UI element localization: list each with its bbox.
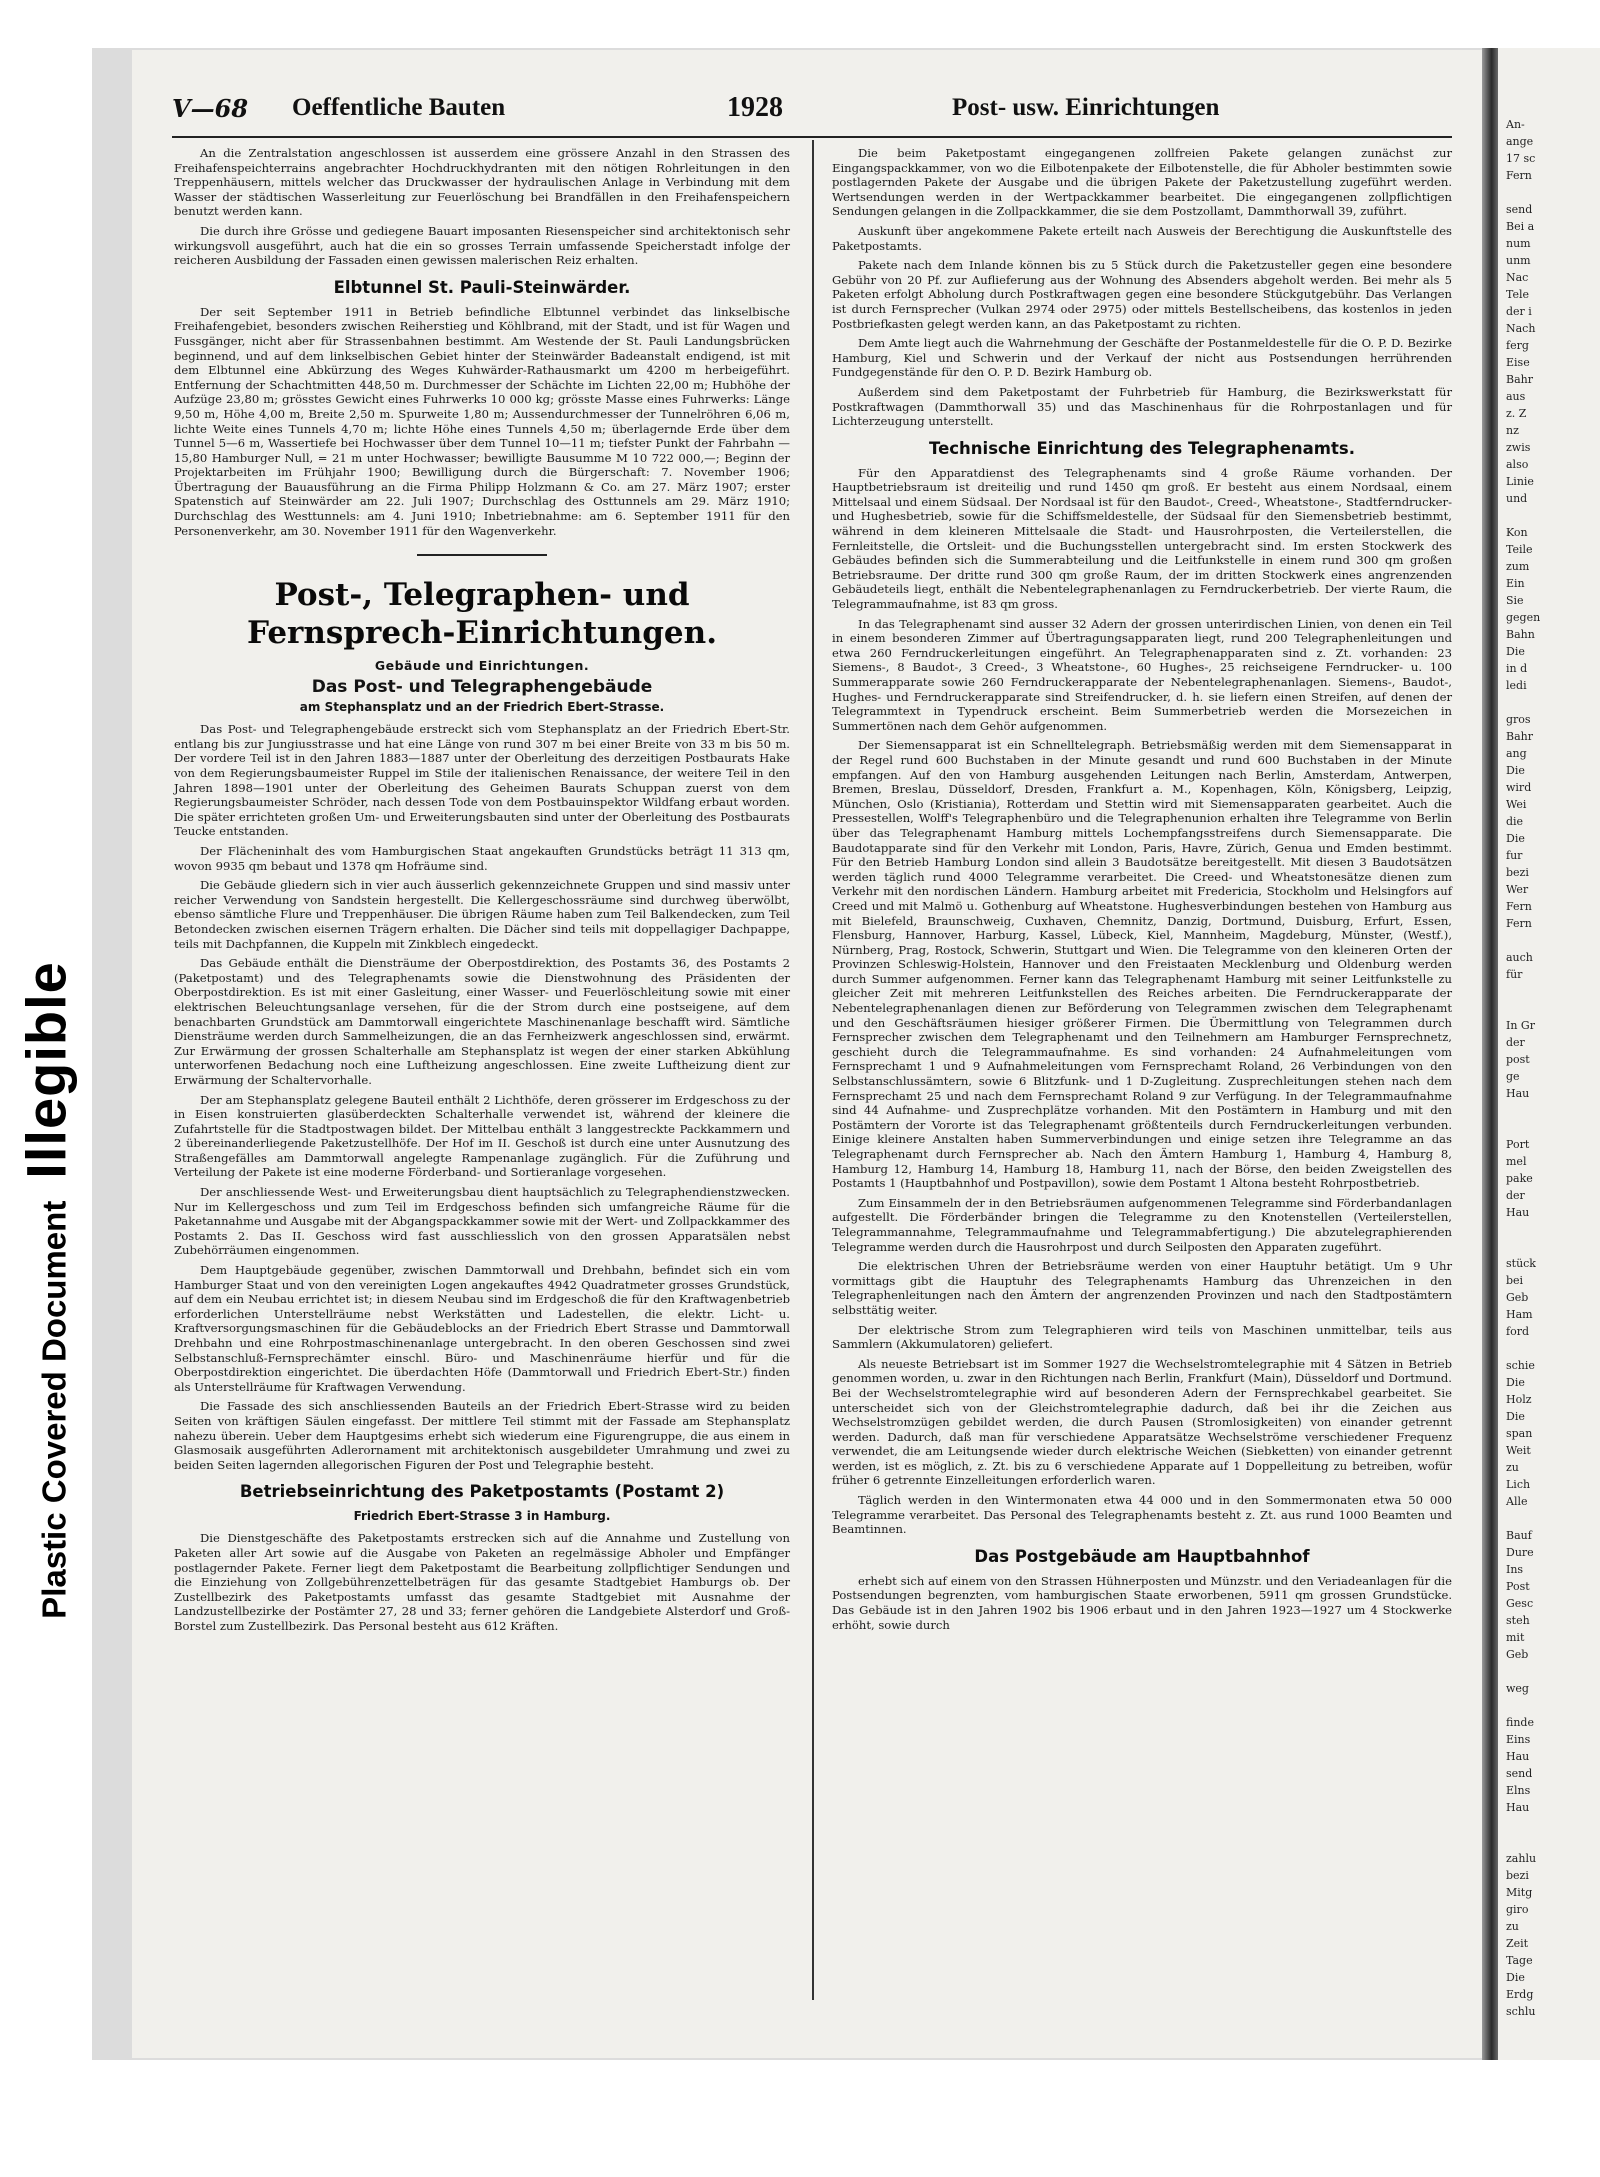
next-page-fragment: Bahn <box>1506 628 1535 641</box>
intro-paragraph-1: An die Zentralstation angeschlossen ist ausserdem eine grössere Anzahl in den Strassen des Freihafenspeichterrains angebrachter Hochdruckhydranten mit den nötigen Rohrleitungen in den Treppenhäusern, mittels welcher das Druckwasser der hydraulischen Anlage in Verbindung mit dem Wasser der städtischen Wasserleitung zur Feuerlöschung bei Brandfällen in den Freihafenspeichern benutzt werden kann. <box>174 146 790 219</box>
next-page-fragment: Die <box>1506 764 1525 777</box>
next-page-fragment: Geb <box>1506 1648 1529 1661</box>
next-page-fragment: Eise <box>1506 356 1530 369</box>
next-page-fragment: ledi <box>1506 679 1527 692</box>
paket-section <box>832 146 1452 429</box>
hbf-heading: Das Postgebäude am Hauptbahnhof <box>974 1546 1310 1566</box>
section-divider <box>417 554 547 556</box>
next-page-fragment: ford <box>1506 1325 1529 1338</box>
next-page-fragment: Ein <box>1506 577 1525 590</box>
post-paragraph-8: Die Fassade des sich anschliessenden Bauteils an der Friedrich Ebert-Strasse wird zu beiden Seiten von kräftigen Säulen eingefasst. Der mittlere Teil stimmt mit der Fassade am Stephansplatz nahezu überein. Ueber dem Hauptgesims erhebt sich wiederum eine Figurengruppe, die aus einem in Glasmosaik ausgeführten Adlerornament mit architektonisch ausgebildeter Umrahmung und zwei zu beiden Seiten lagernden allegorischen Figuren der Post und Telegraphie besteht. <box>174 1399 790 1472</box>
next-page-fragment: steh <box>1506 1614 1530 1627</box>
next-page-fragment: Tage <box>1506 1954 1533 1967</box>
next-page-fragment: Ins <box>1506 1563 1524 1576</box>
next-page-fragment: Bauf <box>1506 1529 1532 1542</box>
next-page-fragment: unm <box>1506 254 1531 267</box>
next-page-fragment: der i <box>1506 305 1532 318</box>
next-page-fragment: finde <box>1506 1716 1534 1729</box>
next-page-fragment: giro <box>1506 1903 1529 1916</box>
next-page-fragment: Geb <box>1506 1291 1529 1304</box>
next-page-fragment: ange <box>1506 135 1534 148</box>
post-paragraph-4: Das Gebäude enthält die Diensträume der Oberpostdirektion, des Postamts 36, des Postamts 2 (Paketpostamt) und des Telegraphenamts sowie die Dienstwohnung des Präsidenten der Oberpostdirektion. Es ist mit einer Gasleitung, einer Wasser- und Feuerlöschleitung sowie mit einer elektrischen Beleuchtungsanlage versehen, für die der Strom durch eine postseigene, auf dem benachbarten Grundstück am Dammtorwall eingerichtete Maschinenanlage beschafft wird. Sämtliche Diensträume werden durch Sammelheizungen, die an das Fernheizwerk angeschlossen sind, erwärmt. Zur Erwärmung der grossen Schalterhalle am Stephansplatz ist wegen der einer starken Abkühlung unterworfenen Bedachung noch eine Luftheizung angeschlossen. Eine zweite Luftheizung dient zur Erwärmung der Schaltervorhalle. <box>174 956 790 1087</box>
paket-right-paragraph-3: Pakete nach dem Inlande können bis zu 5 Stück durch die Paketzusteller gegen eine besondere Gebühr von 20 Pf. zur Auflieferung aus der Wohnung des Absenders abgeholt werden. Bei mehr als 5 Paketen erfolgt Abholung durch Postkraftwagen gegen eine besondere Stückgutgebühr. Das Verlangen ist durch Fernsprecher (Vulkan 2974 oder 2975) oder mittels Bestellscheibens, das kostenlos in jeden Postbriefkasten gelegt werden kann, an das Paketpostamt zu richten. <box>832 258 1452 331</box>
next-page-fragment: Fern <box>1506 900 1532 913</box>
next-page-fragment: In Gr <box>1506 1019 1535 1032</box>
next-page-fragment: zahlu <box>1506 1852 1537 1865</box>
next-page-fragment: aus <box>1506 390 1526 403</box>
next-page-fragment: also <box>1506 458 1529 471</box>
header-rule <box>172 136 1452 138</box>
next-page-fragment: weg <box>1506 1682 1529 1695</box>
right-column <box>832 146 1452 1637</box>
elbtunnel-heading: Elbtunnel St. Pauli-Steinwärder. <box>333 277 631 297</box>
next-page-fragment: auch <box>1506 951 1533 964</box>
next-page-fragment: mit <box>1506 1631 1525 1644</box>
next-page-fragment: pake <box>1506 1172 1533 1185</box>
post-paragraph-3: Die Gebäude gliedern sich in vier auch äusserlich gekennzeichnete Gruppen und sind massiv unter reicher Verwendung von Sandstein hergestellt. Die Kellergeschossräume sind durchweg überwölbt, ebenso sämtliche Flure und Treppenhäuser. Die übrigen Räume haben zum Teil Balkendecken, zum Teil Betondecken zwischen eisernen Trägern erhalten. Die Dächer sind teils mit doppellagiger Dachpappe, teils mit Dachpfannen, die Kuppeln mit Zinkblech eingedeckt. <box>174 878 790 951</box>
next-page-fragment: Hau <box>1506 1750 1530 1763</box>
next-page-fragment: Alle <box>1506 1495 1528 1508</box>
main-title-line2: Fernsprech-Einrichtungen. <box>247 615 717 652</box>
next-page-fragment: für <box>1506 968 1523 981</box>
paket-heading: Betriebseinrichtung des Paketpostamts (Postamt 2) <box>239 1482 725 1502</box>
next-page-fragment: Teile <box>1506 543 1533 556</box>
next-page-fragment: Dure <box>1506 1546 1534 1559</box>
next-page-fragment: send <box>1506 1767 1533 1780</box>
next-page-fragment: Wer <box>1506 883 1529 896</box>
next-page-fragment: nz <box>1506 424 1519 437</box>
next-page-fragment: Wei <box>1506 798 1527 811</box>
main-title <box>174 576 790 652</box>
post-building-section <box>174 722 790 1472</box>
intro-paragraph-2: Die durch ihre Grösse und gediegene Bauart imposanten Riesenspeicher sind architektonisch sehr wirkungsvoll ausgeführt, auch hat die ein so grosses Terrain umfassende Speicherstadt infolge der reicheren Ausbildung der Fassaden einen gewissen malerischen Reiz erhalten. <box>174 223 790 268</box>
next-page-fragment: schie <box>1506 1359 1535 1372</box>
next-page-fragment: Nac <box>1506 271 1529 284</box>
next-page-fragment: schlu <box>1506 2005 1536 2018</box>
hbf-paragraph: erhebt sich auf einem von den Strassen Hühnerposten und Münzstr. und den Veriadeanlagen für die Postsendungen begrenzten, vom hamburgischen Staate erworbenen, 5911 qm grossen Grundstücke. Das Gebäude ist in den Jahren 1902 bis 1906 erbaut und in den Jahren 1923—1927 um 4 Stockwerke erhöht, sowie durch <box>832 1573 1452 1632</box>
tech-paragraph-6: Der elektrische Strom zum Telegraphieren wird teils von Maschinen unmittelbar, teils aus Sammlern (Akkumulatoren) geliefert. <box>832 1322 1452 1352</box>
next-page-fragment: Hau <box>1506 1087 1530 1100</box>
next-page-fragment: Die <box>1506 645 1525 658</box>
next-page-fragment: fur <box>1506 849 1523 862</box>
scanned-page-area <box>92 48 1600 2060</box>
next-page-fragment: Bahr <box>1506 730 1533 743</box>
next-page-fragment: Eins <box>1506 1733 1531 1746</box>
next-page-edge <box>1498 48 1600 2060</box>
tech-paragraph-1: Für den Apparatdienst des Telegraphenamts sind 4 große Räume vorhanden. Der Hauptbetriebsraum ist dreiteilig und rund 1450 qm groß. Er besteht aus einem Nordsaal, einem Mittelsaal und einem Südsaal. Der Nordsaal ist für den Baudot-, Creed-, Wheatstone-, Stadtferndrucker- und Hughesbetrieb, sowie für die Schiffsmeldestelle, der Südsaal für den Siemensbetrieb bestimmt, während in dem kleineren Mittelsaale die Stadt- und Hausrohrposten, die Verteilerstellen, die Fernleitstelle, die Ortsleit- und die Buchungsstellen untergebracht sind. Im ersten Stockwerk des Gebäudes befinden sich die Summerabteilung und die Leitfunkstelle in einem rund 300 qm großen Betriebsraume. Der dritte rund 300 qm große Raum, der im dritten Stockwerk eines angrenzenden Gebäudeteils liegt, enthält die Nebentelegraphenanlagen zu Ferndruckerbetrieb. Der vierte Raum, die Telegrammaufnahme, ist 83 qm gross. <box>832 465 1452 612</box>
overlay-sidebar <box>0 0 90 2177</box>
page-header <box>132 94 1482 134</box>
next-page-fragment: Die <box>1506 1971 1525 1984</box>
next-page-fragment: Fern <box>1506 169 1532 182</box>
next-page-fragment: ge <box>1506 1070 1520 1083</box>
next-page-fragment: Linie <box>1506 475 1534 488</box>
next-page-fragment: Hau <box>1506 1801 1530 1814</box>
post-paragraph-7: Dem Hauptgebäude gegenüber, zwischen Dammtorwall und Drehbahn, befindet sich ein vom Hamburger Staat und von den vereinigten Logen angekauftes 4942 Quadratmeter grosses Grundstück, auf dem ein Neubau errichtet ist; in diesem Neubau sind im Erdgeschoß die für den Kraftwagenbetrieb erforderlichen Unterstellräume nebst Werkstätten und Ladestellen, die elektr. Licht- u. Kraftversorgungsmaschinen für die Gebäudeblocks an der Friedrich Ebert Strasse und Dammtorwall Drehbahn und eine Rohrpostmaschinenanlage untergebracht. In den oberen Geschossen sind zwei Selbstanschluß-Fernsprechämter einschl. Büro- und Maschinenräume hierfür und für die Oberpostdirektion eingerichtet. Die überdachten Höfe (Dammtorwall und Friedrich Ebert-Str.) finden als Unterstellräume für Kraftwagen Verwendung. <box>174 1263 790 1394</box>
next-page-fragment: Die <box>1506 1376 1525 1389</box>
next-page-fragment: gegen <box>1506 611 1541 624</box>
next-page-fragment: und <box>1506 492 1528 505</box>
next-page-fragment: zu <box>1506 1920 1519 1933</box>
main-title-line1: Post-, Telegraphen- und <box>274 577 690 614</box>
next-page-fragment: num <box>1506 237 1531 250</box>
next-page-fragment: gros <box>1506 713 1531 726</box>
illegible-label: Illegible <box>14 961 78 1179</box>
column-divider <box>812 140 814 2000</box>
document-status-label <box>14 961 79 1619</box>
post-paragraph-6: Der anschliessende West- und Erweiterungsbau dient hauptsächlich zu Telegraphendienstzwecken. Nur im Kellergeschoss und zum Teil im Erdgeschoss befinden sich umfangreiche Räume für die Paketannahme und Ausgabe mit der Abgangspackkammer sowie mit der Wert- und Zollpackkammer des Postamts 2. Das II. Geschoss wird fast ausschliesslich von den grossen Apparatsälen nebst Zubehörräumen eingenommen. <box>174 1185 790 1258</box>
next-page-fragment: Port <box>1506 1138 1530 1151</box>
next-page-fragment: Die <box>1506 832 1525 845</box>
page-number: V—68 <box>172 94 249 123</box>
next-page-fragment: bezi <box>1506 1869 1529 1882</box>
tech-paragraph-5: Die elektrischen Uhren der Betriebsräume werden von einer Hauptuhr betätigt. Um 9 Uhr vormittags gibt die Hauptuhr des Telegraphenamts Hamburg das Uhrenzeichen in den Telegraphenleitungen nach den Ämtern der angrenzenden Provinzen und nach den Stadtpostämtern selbsttätig weiter. <box>832 1259 1452 1317</box>
next-page-fragment: Holz <box>1506 1393 1532 1406</box>
next-page-fragment: Hau <box>1506 1206 1530 1219</box>
elbtunnel-paragraph: Der seit September 1911 in Betrieb befindliche Elbtunnel verbindet das linkselbische Freihafengebiet, besonders zwischen Reiherstieg und Köhlbrand, mit der Stadt, und ist für Wagen und Fussgänger, nicht aber für Strassenbahnen bestimmt. Am Westende der St. Pauli Landungsbrücken beginnend, und auf dem linkselbischen Gebiet hinter der Steinwärder Badeanstalt endigend, ist mit dem Elbtunnel eine Abkürzung des Weges Kuhwärder-Rathausmarkt um 4200 m herbeigeführt. Entfernung der Schachtmitten 448,50 m. Durchmesser der Schächte im Lichten 22,00 m; Hubhöhe der Aufzüge 23,80 m; grösstes Gewicht eines Fuhrwerks 10 000 kg; grösste Masse eines Fuhrwerks: Länge 9,50 m, Höhe 4,00 m, Breite 2,50 m. Spurweite 1,80 m; Aussendurchmesser der Tunnelröhren 6,06 m, lichte Weite eines Tunnels 4,70 m; lichte Höhe eines Tunnels 4,50 m; überlagernde Erde über dem Tunnel 5—6 m, Wassertiefe bei Hochwasser über dem Tunnel 10—11 m; tiefster Punkt der Fahrbahn —15,80 Hamburger Null, = 21 m unter Hochwasser; bewilligte Bausumme M 10 722 000,—; Beginn der Projektarbeiten im Frühjahr 1900; Bewilligung durch die Bürgerschaft: 7. November 1906; Übertragung der Bauausführung an die Firma Philipp Holzmann & Co. am 27. März 1907; erster Spatenstich auf Steinwärder am 22. Juli 1907; Durchschlag des Osttunnels am 29. März 1910; Durchschlag des Westtunnels: am 4. Juni 1910; Inbetriebnahme: am 6. September 1911 für den Personenverkehr, am 30. November 1911 für den Wagenverkehr. <box>174 304 790 538</box>
next-page-fragment: der <box>1506 1036 1525 1049</box>
next-page-fragment: ang <box>1506 747 1527 760</box>
tech-heading: Technische Einrichtung des Telegraphenamts. <box>929 438 1355 458</box>
next-page-fragment: die <box>1506 815 1524 828</box>
next-page-fragment: ferg <box>1506 339 1529 352</box>
tech-paragraph-3: Der Siemensapparat ist ein Schnelltelegraph. Betriebsmäßig werden mit dem Siemensapparat in der Regel rund 600 Buchstaben in der Minute gesandt und rund 600 Buchstaben in der Minute empfangen. Auf den von Hamburg ausgehenden Leitungen nach Berlin, Amsterdam, Antwerpen, Bremen, Breslau, Düsseldorf, Dresden, Frankfurt a. M., Kopenhagen, Köln, Königsberg, Leipzig, München, Oslo (Kristiania), Rotterdam und Stettin wird mit Siemensapparaten gearbeitet. Auch die Pressestellen, Wolff's Telegraphenbüro und die Telegraphenunion erhalten ihre Telegramme von Berlin über das Telegraphenamt Hamburg mittels Lochempfangsstreifens durch Siemensapparate. Die Baudotapparate sind für den Verkehr mit London, Paris, Havre, Zürich, Genua und Emden bestimmt. Für den Betrieb Hamburg London sind allein 3 Baudotsätze bereitgestellt. Mit diesen 3 Baudotsätzen werden täglich rund 4000 Telegramme verarbeitet. Die Creed- und Wheatstonesätze dienen zum Verkehr mit den nordischen Ländern. Hamburg arbeitet mit Fredericia, Stockholm und Helsingfors auf Creed und mit Malmö u. Gothenburg auf Wheatstone. Hughesverbindungen bestehen von Hamburg aus mit Bielefeld, Braunschweig, Cuxhaven, Chemnitz, Danzig, Dortmund, Duisburg, Erfurt, Essen, Flensburg, Hannover, Harburg, Kassel, Lübeck, Kiel, Mannheim, Magdeburg, Münster, (Westf.), Nürnberg, Prag, Rostock, Schwerin, Stuttgart und Wien. Die Telegramme von den kleineren Orten der Provinzen Schleswig-Holstein, Hannover und den Freistaaten Mecklenburg und Oldenburg werden durch Summer aufgenommen. Ferner kann das Telegraphenamt Hamburg mit seiner Leitfunkstelle zu gleicher Zeit mit mehreren Leitfunkstellen des Reiches arbeiten. Die Ferndruckerapparate der Nebentelegraphenanlagen dienen zur Beförderung von Telegrammen zwischen dem Telegraphenamt und den Geschäftsräumen hiesiger größerer Firmen. Die Übermittlung von Telegrammen durch Fernsprecher zwischen dem Telegraphenamt und den Teilnehmern am Hamburger Fernsprechnetz, geschieht durch die Telegrammaufnahme. Es sind vorhanden: 24 Aufnahmeleitungen vom Fernsprechamt 1 und 9 Aufnahmeleitungen vom Fernsprechamt Roland, 26 Verbindungen von den Selbstanschlussämtern, sowie 6 Blitzfunk- und 1 D-Zugleitung. Zusprechleitungen stehen nach dem Fernsprechamt 25 und nach dem Fernsprechamt Roland 9 zur Verfügung. In der Telegrammaufnahme sind 44 Aufnahme- und Zusprechplätze vorhanden. Mit den Postämtern in Hamburg und mit den Postämtern der Vororte ist das Telegraphenamt größtenteils durch Ferndruckerleitungen verbunden. Einige kleinere Anstalten haben Summerverbindungen und einige setzen ihre Telegramme an das Telegraphenamt durch Fernsprecher ab. Nach den Ämtern Hamburg 1, Hamburg 4, Hamburg 8, Hamburg 12, Hamburg 14, Hamburg 18, Hamburg 11, nach der Börse, den beiden Zweigstellen des Postamts 1 (Hauptbahnhof und Postpavillon), sowie dem Postamt 1 Altona besteht Rohrpostbetrieb. <box>832 738 1452 1191</box>
section-title-right: Post- usw. Einrichtungen <box>952 94 1220 121</box>
next-page-fragment: send <box>1506 203 1533 216</box>
next-page-fragment: Die <box>1506 1410 1525 1423</box>
newspaper-page <box>132 50 1482 2058</box>
intro-section <box>174 146 790 268</box>
next-page-fragment: Tele <box>1506 288 1530 301</box>
plastic-covered-label: Plastic Covered Document <box>35 1200 73 1619</box>
next-page-fragment: Lich <box>1506 1478 1531 1491</box>
subtitle-location: am Stephansplatz und an der Friedrich Ebert-Strasse. <box>299 700 665 715</box>
next-page-fragment: Erdg <box>1506 1988 1534 2001</box>
post-paragraph-1: Das Post- und Telegraphengebäude erstreckt sich vom Stephansplatz an der Friedrich Ebert-Str. entlang bis zur Jungiusstrasse und hat eine Länge von rund 307 m bei einer Breite von 33 m bis 50 m. Der vordere Teil ist in den Jahren 1883—1887 unter der Oberleitung des derzeitigen Postbaurats Hake von dem Regierungsbaumeister Ruppel im Stile der italienischen Renaissance, der weitere Teil in den Jahren 1898—1901 unter der Oberleitung des Geheimen Baurats Schuppan zuerst von dem Regierungsbaumeister Schröder, nach dessen Tode von dem Postbauinspektor Wildfang erbaut worden. Die später errichteten großen Um- und Erweiterungsbauten sind unter der Oberleitung des Postbaurats Teucke entstanden. <box>174 722 790 839</box>
paket-right-paragraph-5: Außerdem sind dem Paketpostamt der Fuhrbetrieb für Hamburg, die Bezirkswerkstatt für Postkraftwagen (Dammthorwall 35) und das Maschinenhaus für die Rohrpostanlagen und für Lichterzeugung unterstellt. <box>832 384 1452 429</box>
next-page-fragment: Bahr <box>1506 373 1533 386</box>
next-page-fragment: An- <box>1506 118 1525 131</box>
next-page-fragment: Bei a <box>1506 220 1535 233</box>
page-binding <box>1482 48 1498 2060</box>
subtitle-postgebaeude: Das Post- und Telegraphengebäude <box>311 677 653 698</box>
next-page-fragment: zu <box>1506 1461 1519 1474</box>
next-page-fragment: Zeit <box>1506 1937 1529 1950</box>
paket-right-paragraph-4: Dem Amte liegt auch die Wahrnehmung der Geschäfte der Postanmeldestelle für die O. P. D. Bezirke Hamburg, Kiel und Schwerin und der Verkauf der nicht aus Postsendungen herrührenden Fundgegenstände für den O. P. D. Bezirk Hamburg ob. <box>832 336 1452 380</box>
next-page-fragment: der <box>1506 1189 1525 1202</box>
tech-paragraph-4: Zum Einsammeln der in den Betriebsräumen aufgenommenen Telegramme sind Förderbandanlagen aufgestellt. Die Förderbänder bringen die Telegramme zu den Knotenstellen (Verteilerstellen, Telegrammannahme, Telegrammaufnahme und Telegrammabfertigung.) Die abzutelegraphierenden Telegramme werden durch die Hausrohrpost und durch Seilposten den Apparaten zugeführt. <box>832 1195 1452 1254</box>
tech-paragraph-2: In das Telegraphenamt sind ausser 32 Adern der grossen unterirdischen Linien, von denen ein Teil in einem besonderen Zimmer auf Übertragungsapparaten liegt, rund 200 Telegraphenleitungen und etwa 260 Ferndruckerleitungen eingeführt. An Telegraphenapparaten sind z. Zt. vorhanden: 23 Siemens-, 8 Baudot-, 3 Creed-, 3 Wheatstone-, 60 Hughes-, 25 reichseigene Ferndrucker- u. 100 Summerapparate sowie 260 Ferndruckerapparate der Nebentelegraphenanlagen. Siemens-, Baudot-, Hughes- und Ferndruckerapparate sind Streifendrucker, d. h. sie liefern einen Streifen, auf denen der Telegrammtext in Typendruck erscheint. Beim Summerbetrieb werden die Morsezeichen in Summertönen nach dem Gehör aufgenommen. <box>832 616 1452 733</box>
next-page-fragment: Gesc <box>1506 1597 1534 1610</box>
next-page-fragment: bezi <box>1506 866 1529 879</box>
next-page-fragment: Sie <box>1506 594 1524 607</box>
next-page-fragment: Kon <box>1506 526 1528 539</box>
tech-paragraph-7: Als neueste Betriebsart ist im Sommer 1927 die Wechselstromtelegraphie mit 4 Sätzen in Betrieb genommen worden, u. zwar in den Richtungen nach Berlin, Frankfurt (Main), Düsseldorf und Dortmund. Bei der Wechselstromtelegraphie wird auf besonderen Adern der Fernsprechkabel gearbeitet. Sie unterscheidet sich von der Gleichstromtelegraphie dadurch, daß bei ihr die Zeichen aus Wechselstromzügen gebildet werden, die durch Pausen (Stromlosigkeiten) von einander getrennt werden. Dadurch, daß man für verschiedene Apparatsätze Wechselströme verschiedener Frequenz verwendet, die am Leitungsende wieder durch elektrische Weichen (Siebketten) von einander getrennt werden, ist es möglich, z. Zt. bis zu 6 verschiedene Apparate auf 1 Doppelleitung zu betreiben, wofür früher 6 getrennte Einzelleitungen erforderlich waren. <box>832 1356 1452 1488</box>
next-page-fragment: in d <box>1506 662 1528 675</box>
post-paragraph-5: Der am Stephansplatz gelegene Bauteil enthält 2 Lichthöfe, deren grösserer im Erdgeschoss zu der in Eisen konstruierten glasüberdeckten Schalterhalle verwendet ist, während der kleinere die Zufahrtstelle für die Stadtpostwagen bildet. Der Mittelbau enthält 3 langgestreckte Packkammern und 2 übereinanderliegende Paketzustellhöfe. Der Hof im II. Geschoß ist durch eine unter Ausnutzung des Straßengefälles am Dammtorwall angelegte Rampenanlage zugänglich. Für die Zuführung und Verteilung der Pakete ist eine moderne Förderband- und Sortieranlage vorgesehen. <box>174 1092 790 1180</box>
next-page-fragment: post <box>1506 1053 1530 1066</box>
next-page-fragment: zwis <box>1506 441 1531 454</box>
next-page-fragment: Elns <box>1506 1784 1531 1797</box>
next-page-fragment: wird <box>1506 781 1532 794</box>
next-page-fragment: Nach <box>1506 322 1536 335</box>
paket-paragraph: Die Dienstgeschäfte des Paketpostamts erstrecken sich auf die Annahme und Zustellung von Paketen aller Art sowie auf die Ausgabe von Paketen an regelmässige Abholer und Empfänger postlagernder Pakete. Ferner liegt dem Paketpostamt die Bearbeitung zollpflichtiger Sendungen und die Einziehung von Zollgebührenzettelbeträgen für das gesamte Stadtgebiet Hamburgs ob. Der Zustellbezirk des Paketpostamts umfasst das gesamte Stadtgebiet mit Ausnahme der Landzustellbezirke der Postämter 27, 28 und 33; ferner gehören die Landgebiete Alsterdorf und Groß-Borstel zum Zustellbezirk. Das Personal besteht aus 612 Kräften. <box>174 1531 790 1633</box>
next-page-fragment: Fern <box>1506 917 1532 930</box>
paket-subheading: Friedrich Ebert-Strasse 3 in Hamburg. <box>353 1509 611 1524</box>
next-page-fragment: zum <box>1506 560 1530 573</box>
next-page-fragment: stück <box>1506 1257 1536 1270</box>
next-page-fragment: 17 sc <box>1506 152 1536 165</box>
next-page-fragment: Mitg <box>1506 1886 1533 1899</box>
paket-right-paragraph-2: Auskunft über angekommene Pakete erteilt nach Ausweis der Berechtigung die Auskunftstelle des Paketpostamts. <box>832 223 1452 253</box>
tech-paragraph-8: Täglich werden in den Wintermonaten etwa 44 000 und in den Sommermonaten etwa 50 000 Telegramme verarbeitet. Das Personal des Telegraphenamts besteht z. Zt. aus rund 1000 Beamten und Beamtinnen. <box>832 1493 1452 1537</box>
next-page-fragment: Weit <box>1506 1444 1531 1457</box>
subtitle-gebaeude: Gebäude und Einrichtungen. <box>374 658 590 674</box>
next-page-fragment: span <box>1506 1427 1533 1440</box>
section-title-left: Oeffentliche Bauten <box>292 94 506 121</box>
post-paragraph-2: Der Flächeninhalt des vom Hamburgischen Staat angekauften Grundstücks beträgt 11 313 qm, wovon 9935 qm bebaut und 1378 qm Hofräume sind. <box>174 844 790 873</box>
next-page-fragment: bei <box>1506 1274 1524 1287</box>
next-page-fragment: z. Z <box>1506 407 1527 420</box>
paket-right-paragraph-1: Die beim Paketpostamt eingegangenen zollfreien Pakete gelangen zunächst zur Eingangspackkammer, von wo die Eilbotenpakete der Eilbotenstelle, die für Abholer bestimmten sowie postlagernden Pakete der Ausgabe und die übrigen Pakete der Paketzustellung zugeführt werden. Wertsendungen werden in der Wertpackkammer bearbeitet. Die eingegangenen zollpflichtigen Sendungen gelangen in die Zollpackkammer, die sie dem Postzollamt, Dammthorwall 39, zuführt. <box>832 146 1452 219</box>
year-label: 1928 <box>727 92 783 123</box>
left-column <box>174 146 790 1639</box>
next-page-fragment: Post <box>1506 1580 1530 1593</box>
next-page-fragment: mel <box>1506 1155 1527 1168</box>
tech-section <box>832 466 1452 1537</box>
next-page-fragment: Ham <box>1506 1308 1533 1321</box>
